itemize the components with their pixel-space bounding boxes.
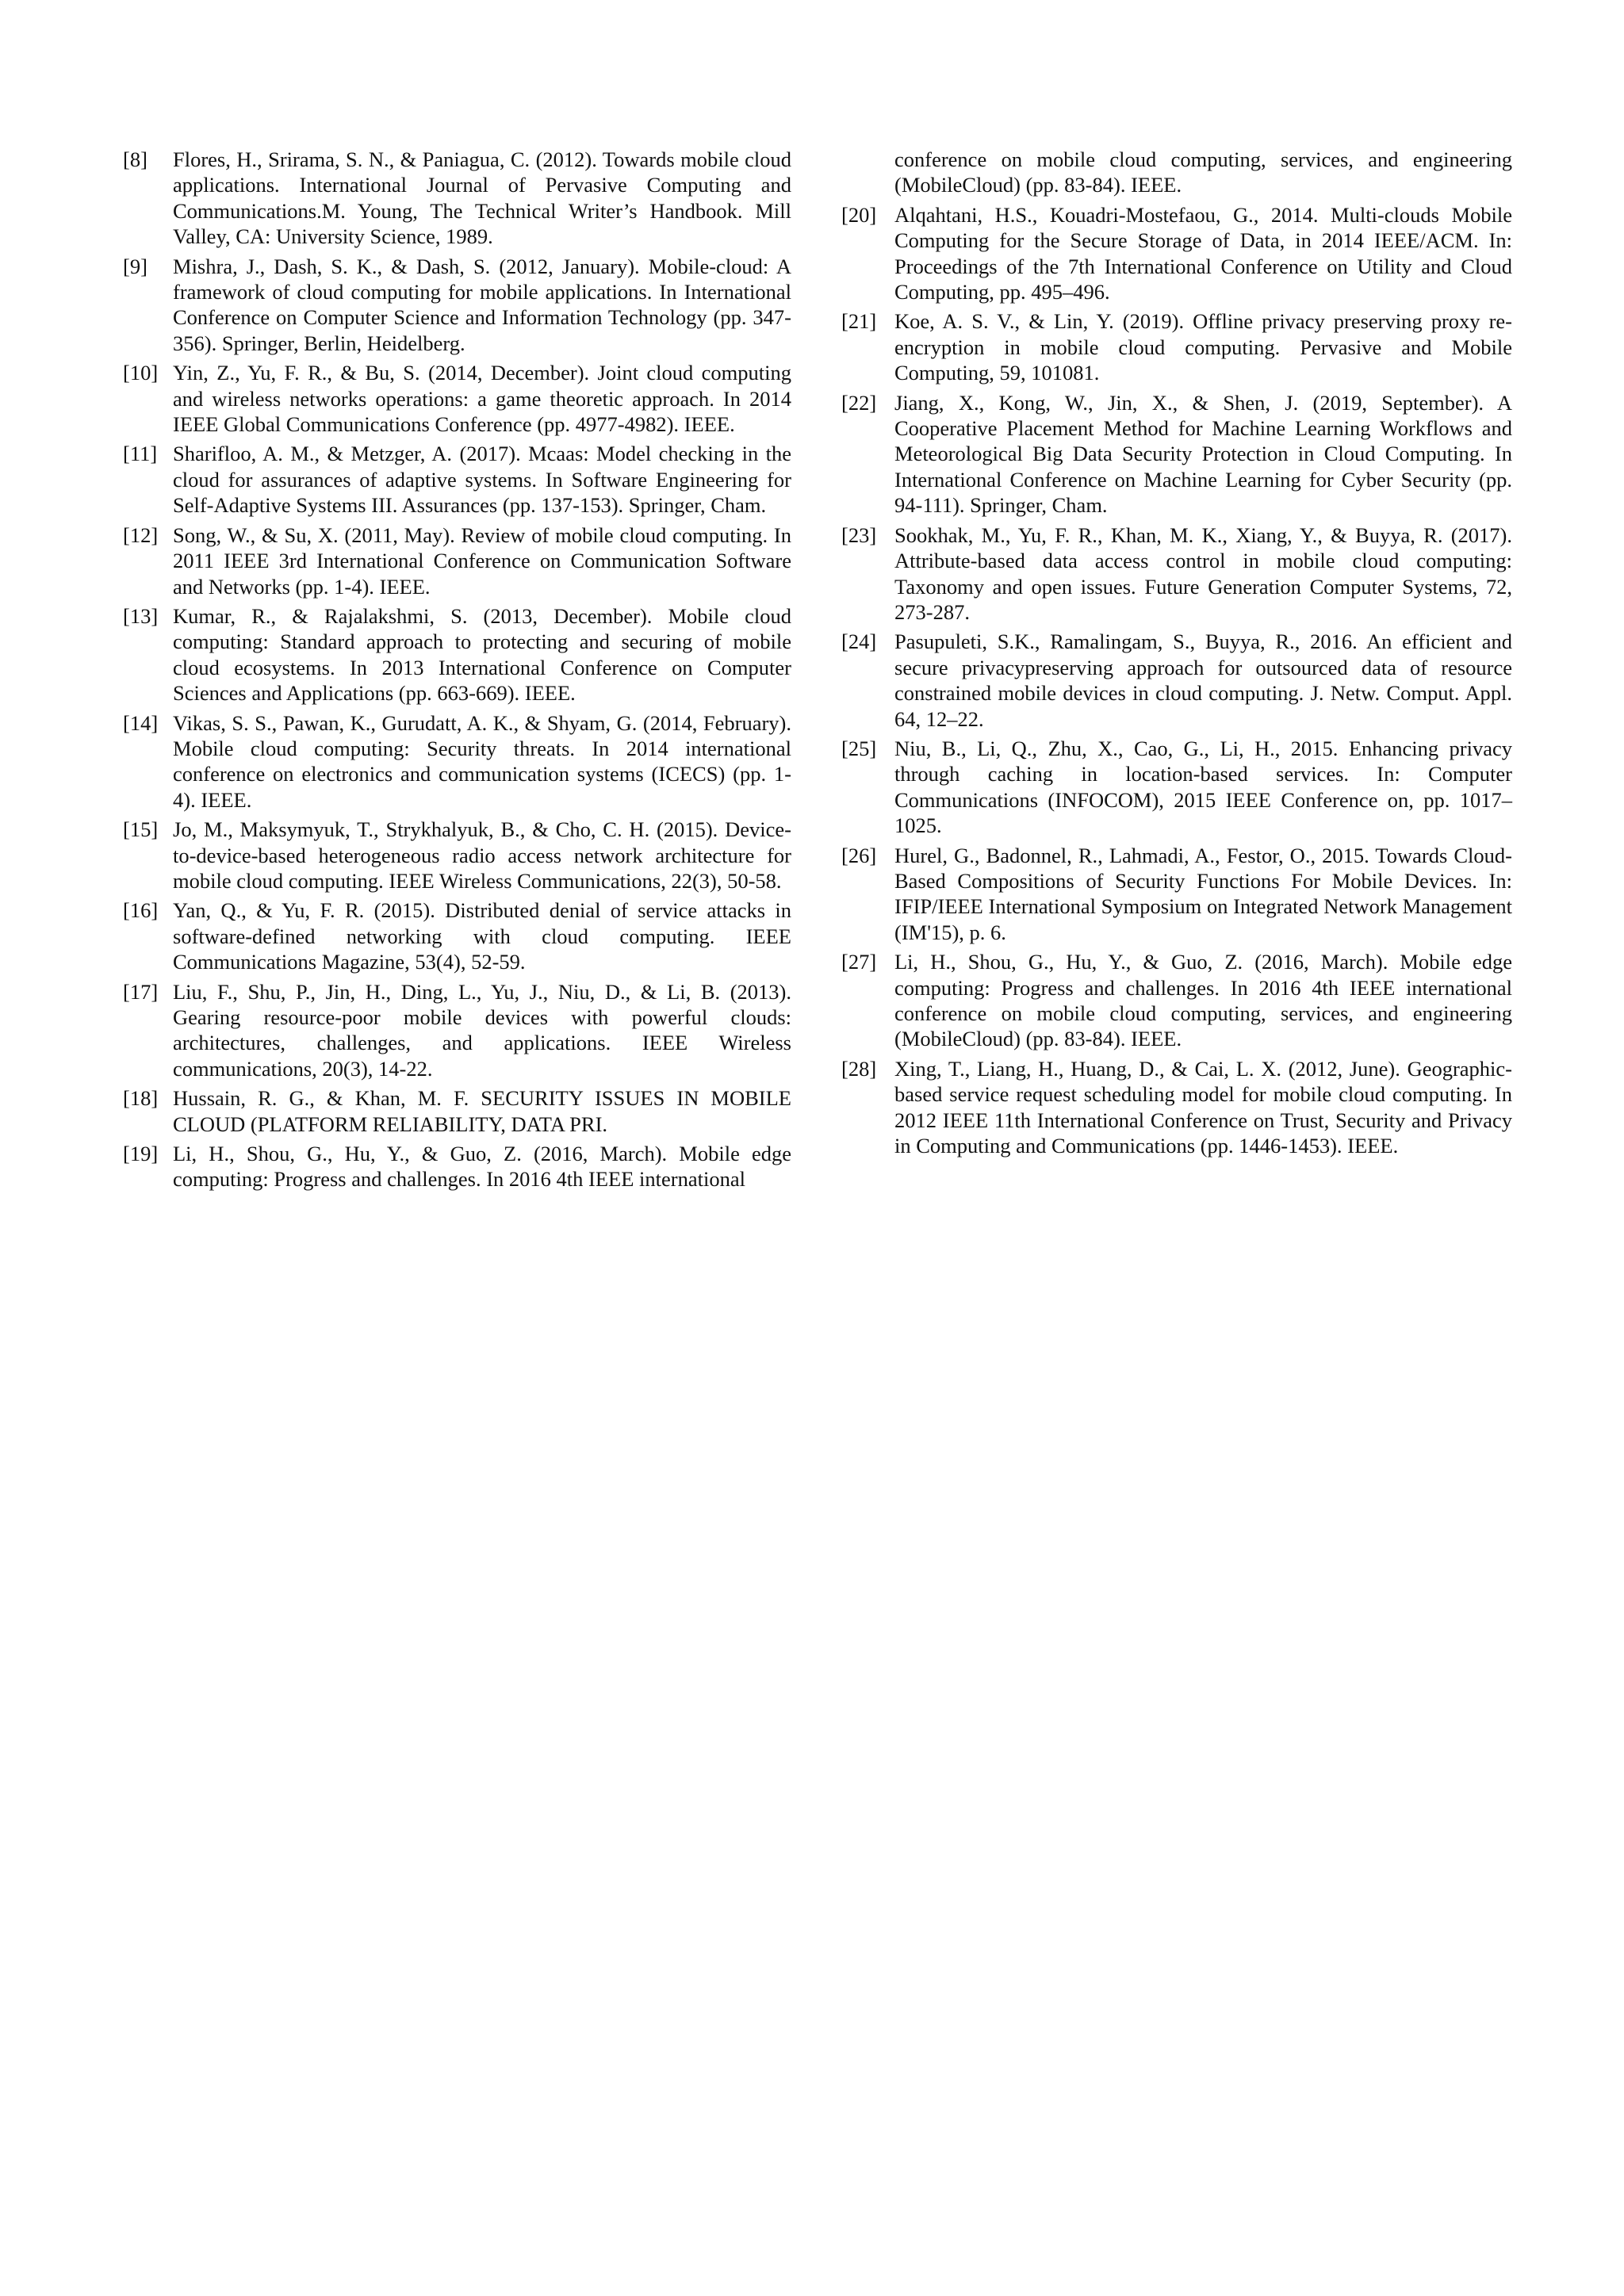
reference-number: [9] [123,254,147,278]
reference-number: [24] [841,629,877,654]
reference-text: Jiang, X., Kong, W., Jin, X., & Shen, J. (2019, September). A Cooperative Placement Method for Machine Learning Workflows and Meteorological Big Data Security Protection in Cloud Computing. In International Conference on Machine Learning for Cyber Security (pp. 94-111). Springer, Cham. [894,390,1512,518]
reference-text: Pasupuleti, S.K., Ramalingam, S., Buyya, R., 2016. An efficient and secure privacypreserving approach for outsourced data of resource constrained mobile devices in cloud computing. J. Netw. Comput. Appl. 64, 12–22. [894,629,1512,731]
reference-number: [10] [123,361,159,385]
reference-number: [17] [123,979,159,1004]
reference-text: Kumar, R., & Rajalakshmi, S. (2013, December). Mobile cloud computing: Standard approach to protecting and securing of mobile cloud ecosystems. In 2013 International Conference on Computer Sciences and Applications (pp. 663-669). IEEE. [173,603,791,706]
reference-item-9 [123,254,791,357]
reference-number: [12] [123,522,159,547]
reference-number: [20] [841,202,877,227]
reference-number: [27] [841,950,877,974]
reference-text: Yin, Z., Yu, F. R., & Bu, S. (2014, December). Joint cloud computing and wireless networks operations: a game theoretic approach. In 2014 IEEE Global Communications Conference (pp. 4977-4982). IEEE. [173,361,791,437]
reference-number: [21] [841,309,877,334]
reference-number: [11] [123,442,158,466]
reference-item-16 [123,897,791,974]
left-column-references [123,147,791,1196]
reference-text: Liu, F., Shu, P., Jin, H., Ding, L., Yu, J., Niu, D., & Li, B. (2013). Gearing resource-poor mobile devices with powerful clouds: architectures, challenges, and applications. IEEE Wireless communications, 20(3), 14-22. [173,979,791,1081]
reference-text: Vikas, S. S., Pawan, K., Gurudatt, A. K., & Shyam, G. (2014, February). Mobile cloud computing: Security threats. In 2014 international conference on electronics and communication systems (ICECS) (pp. 1-4). IEEE. [173,710,791,812]
right-column-references [841,147,1512,1162]
reference-text: Flores, H., Srirama, S. N., & Paniagua, C. (2012). Towards mobile cloud applications. International Journal of Pervasive Computing and Communications.M. Young, The Technical Writer’s Handbook. Mill Valley, CA: University Science, 1989. [173,147,791,249]
reference-item-13 [123,603,791,706]
reference-item-26 [841,843,1512,946]
reference-text: Hussain, R. G., & Khan, M. F. SECURITY ISSUES IN MOBILE CLOUD (PLATFORM RELIABILITY, DATA PRI. [173,1086,791,1136]
reference-item-12 [123,522,791,599]
reference-text: Mishra, J., Dash, S. K., & Dash, S. (2012, January). Mobile-cloud: A framework of cloud computing for mobile applications. In International Conference on Computer Science and Information Technology (pp. 347-356). Springer, Berlin, Heidelberg. [173,254,791,355]
reference-number: [26] [841,843,877,867]
reference-text: Yan, Q., & Yu, F. R. (2015). Distributed denial of service attacks in software-defined networking with cloud computing. IEEE Communications Magazine, 53(4), 52-59. [173,898,791,974]
reference-item-18 [123,1085,791,1137]
reference-text: Koe, A. S. V., & Lin, Y. (2019). Offline privacy preserving proxy re-encryption in mobile cloud computing. Pervasive and Mobile Computing, 59, 101081. [894,309,1512,385]
reference-number: [23] [841,522,877,547]
reference-item-28 [841,1056,1512,1159]
reference-text: Li, H., Shou, G., Hu, Y., & Guo, Z. (2016, March). Mobile edge computing: Progress and challenges. In 2016 4th IEEE international [173,1142,791,1192]
reference-item-20 [841,202,1512,305]
reference-text: Xing, T., Liang, H., Huang, D., & Cai, L. X. (2012, June). Geographic-based service request scheduling model for mobile cloud computing. In 2012 IEEE 11th International Conference on Trust, Security and Privacy in Computing and Communications (pp. 1446-1453). IEEE. [894,1056,1512,1158]
reference-item-19 [123,1141,791,1192]
reference-item-23 [841,522,1512,626]
reference-number: [14] [123,710,159,735]
reference-number: [15] [123,817,159,842]
reference-number: [18] [123,1086,159,1111]
reference-number: [8] [123,147,147,171]
reference-text: Sookhak, M., Yu, F. R., Khan, M. K., Xiang, Y., & Buyya, R. (2017). Attribute-based data access control in mobile cloud computing: Taxonomy and open issues. Future Generation Computer Systems, 72, 273-287. [894,522,1512,624]
reference-number: [19] [123,1142,159,1166]
reference-item-17 [123,979,791,1082]
reference-item-10 [123,360,791,437]
reference-text: Li, H., Shou, G., Hu, Y., & Guo, Z. (2016, March). Mobile edge computing: Progress and challenges. In 2016 4th IEEE international conference on mobile cloud computing, services, and engineering (MobileCloud) (pp. 83-84). IEEE. [894,950,1512,1051]
reference-number: [16] [123,898,159,923]
reference-number: [25] [841,736,877,760]
reference-item-8 [123,147,791,250]
reference-item-24 [841,629,1512,732]
reference-item-27 [841,949,1512,1052]
reference-text: Niu, B., Li, Q., Zhu, X., Cao, G., Li, H., 2015. Enhancing privacy through caching in location-based services. In: Computer Communications (INFOCOM), 2015 IEEE Conference on, pp. 1017–1025. [894,736,1512,838]
reference-item-11 [123,441,791,518]
reference-text: Jo, M., Maksymyuk, T., Strykhalyuk, B., & Cho, C. H. (2015). Device-to-device-based heterogeneous radio access network architecture for mobile cloud computing. IEEE Wireless Communications, 22(3), 50-58. [173,817,791,893]
reference-item-25 [841,736,1512,839]
reference-number: [28] [841,1056,877,1081]
reference-item-21 [841,308,1512,385]
reference-number: [13] [123,603,159,628]
reference-text: Alqahtani, H.S., Kouadri-Mostefaou, G., 2014. Multi-clouds Mobile Computing for the Secure Storage of Data, in 2014 IEEE/ACM. In: Proceedings of the 7th International Conference on Utility and Cloud Computing, pp. 495–496. [894,202,1512,304]
reference-text: conference on mobile cloud computing, services, and engineering (MobileCloud) (pp. 83-84). IEEE. [894,147,1512,197]
reference-item-15 [123,817,791,894]
reference-item-14 [123,710,791,813]
reference-text: Sharifloo, A. M., & Metzger, A. (2017). Mcaas: Model checking in the cloud for assurances of adaptive systems. In Software Engineering for Self-Adaptive Systems III. Assurances (pp. 137-153). Springer, Cham. [173,442,791,518]
reference-text: Hurel, G., Badonnel, R., Lahmadi, A., Festor, O., 2015. Towards Cloud-Based Compositions of Security Functions For Mobile Devices. In: IFIP/IEEE International Symposium on Integrated Network Management (IM'15), p. 6. [894,843,1512,944]
reference-continuation [841,147,1512,198]
reference-number: [22] [841,390,877,415]
reference-text: Song, W., & Su, X. (2011, May). Review of mobile cloud computing. In 2011 IEEE 3rd International Conference on Communication Software and Networks (pp. 1-4). IEEE. [173,522,791,599]
reference-item-22 [841,390,1512,519]
